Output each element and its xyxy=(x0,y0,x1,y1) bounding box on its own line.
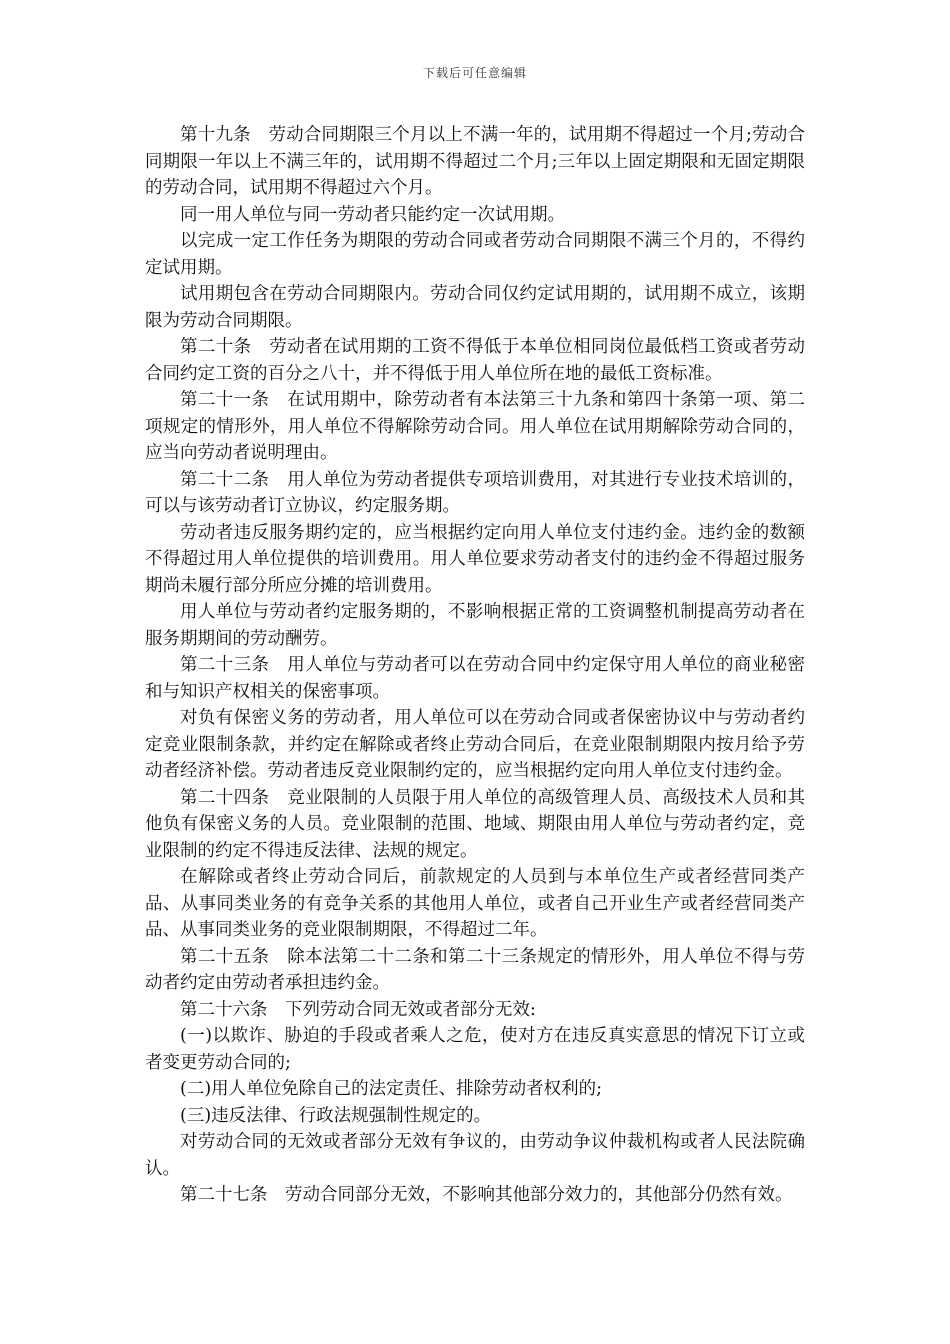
paragraph-article-26: 第二十六条 下列劳动合同无效或者部分无效: xyxy=(180,999,536,1020)
paragraph-article-25: 第二十五条 除本法第二十二条和第二十三条规定的情形外，用人单位不得与劳动者约定由劳动者承担违约金。 xyxy=(145,946,805,993)
page-header: 下载后可任意编辑 xyxy=(422,66,527,80)
paragraph: 同一用人单位与同一劳动者只能约定一次试用期。 xyxy=(180,204,565,225)
paragraph: 对负有保密义务的劳动者，用人单位可以在劳动合同或者保密协议中与劳动者约定竞业限制条款，并约定在解除或者终止劳动合同后，在竞业限制期限内按月给予劳动者经济补偿。劳动者违反竞业限制约定的，应当根据约定向用人单位支付违约金。 xyxy=(145,708,805,781)
paragraph: 在解除或者终止劳动合同后，前款规定的人员到与本单位生产或者经营同类产品、从事同类业务的有竞争关系的其他用人单位，或者自己开业生产或者经营同类产品、从事同类业务的竞业限制期限，不得超过二年。 xyxy=(145,867,805,940)
document-body xyxy=(145,122,805,1209)
paragraph-article-20: 第二十条 劳动者在试用期的工资不得低于本单位相同岗位最低档工资或者劳动合同约定工资的百分之八十，并不得低于用人单位所在地的最低工资标准。 xyxy=(145,337,805,384)
paragraph: 试用期包含在劳动合同期限内。劳动合同仅约定试用期的，试用期不成立，该期限为劳动合同期限。 xyxy=(145,284,805,331)
paragraph-article-24: 第二十四条 竞业限制的人员限于用人单位的高级管理人员、高级技术人员和其他负有保密义务的人员。竞业限制的范围、地域、期限由用人单位与劳动者约定，竞业限制的约定不得违反法律、法规的规定。 xyxy=(145,787,805,861)
paragraph-article-22: 第二十二条 用人单位为劳动者提供专项培训费用，对其进行专业技术培训的，可以与该劳动者订立协议，约定服务期。 xyxy=(145,469,805,516)
paragraph-article-27: 第二十七条 劳动合同部分无效，不影响其他部分效力的，其他部分仍然有效。 xyxy=(180,1185,793,1205)
list-item: (二)用人单位免除自己的法定责任、排除劳动者权利的; xyxy=(180,1079,603,1099)
paragraph-article-23: 第二十三条 用人单位与劳动者可以在劳动合同中约定保守用人单位的商业秘密和与知识产权相关的保密事项。 xyxy=(145,655,805,702)
paragraph-article-21: 第二十一条 在试用期中，除劳动者有本法第三十九条和第四十条第一项、第二项规定的情形外，用人单位不得解除劳动合同。用人单位在试用期解除劳动合同的，应当向劳动者说明理由。 xyxy=(145,390,805,463)
list-item: (一)以欺诈、胁迫的手段或者乘人之危，使对方在违反真实意思的情况下订立或者变更劳动合同的; xyxy=(145,1026,805,1073)
paragraph: 用人单位与劳动者约定服务期的，不影响根据正常的工资调整机制提高劳动者在服务期期间的劳动酬劳。 xyxy=(145,602,805,649)
paragraph: 对劳动合同的无效或者部分无效有争议的，由劳动争议仲裁机构或者人民法院确认。 xyxy=(145,1132,805,1179)
list-item: (三)违反法律、行政法规强制性规定的。 xyxy=(180,1105,492,1126)
paragraph: 劳动者违反服务期约定的，应当根据约定向用人单位支付违约金。违约金的数额不得超过用人单位提供的培训费用。用人单位要求劳动者支付的违约金不得超过服务期尚未履行部分所应分摊的培训费用。 xyxy=(145,522,805,596)
paragraph-article-19: 第十九条 劳动合同期限三个月以上不满一年的，试用期不得超过一个月;劳动合同期限一年以上不满三年的，试用期不得超过二个月;三年以上固定期限和无固定期限的劳动合同，试用期不得超过六个月。 xyxy=(145,125,805,198)
paragraph: 以完成一定工作任务为期限的劳动合同或者劳动合同期限不满三个月的，不得约定试用期。 xyxy=(145,231,805,278)
